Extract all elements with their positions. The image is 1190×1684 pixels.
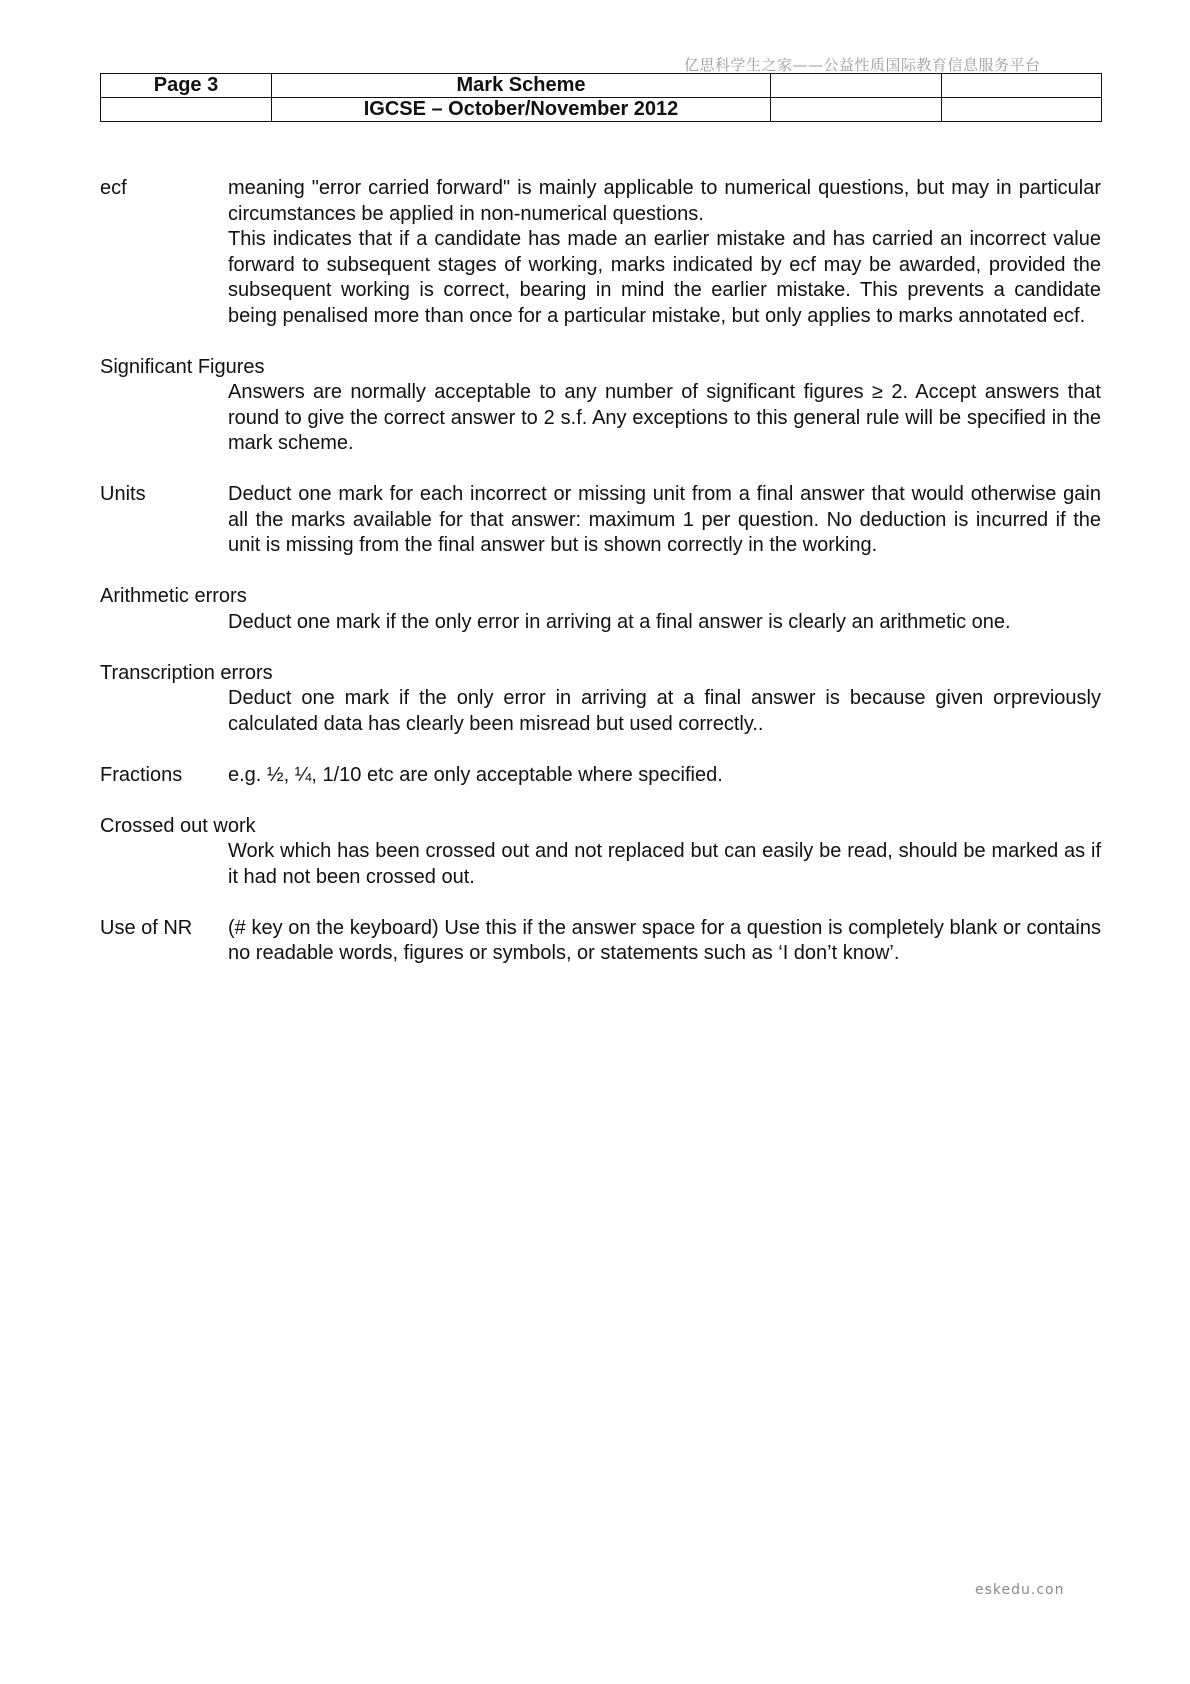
header-row-2 xyxy=(101,98,1102,122)
watermark-bottom: eskedu.con xyxy=(975,1582,1065,1598)
entry-fractions xyxy=(100,763,1101,789)
term-label: Units xyxy=(100,483,146,505)
document-title: Mark Scheme xyxy=(272,74,771,98)
term-label: Crossed out work xyxy=(100,814,256,837)
entry-arithmetic-errors xyxy=(100,584,1101,635)
definition: Deduct one mark if the only error in arriving at a final answer is clearly an arithmetic one. xyxy=(228,610,1011,633)
header-row-1 xyxy=(101,74,1102,98)
definition: Deduct one mark for each incorrect or missing unit from a final answer that would otherwise gain all the marks available for that answer: maximum 1 per question. No deduction is incurred if the unit is missing from the final answer but is shown correctly in the working. xyxy=(228,483,1101,556)
entry-crossed-out-work xyxy=(100,814,1101,891)
document-subtitle: IGCSE – October/November 2012 xyxy=(272,98,771,122)
header-empty-cell xyxy=(771,74,942,98)
entry-use-of-nr xyxy=(100,916,1101,967)
entry-ecf xyxy=(100,176,1101,329)
watermark-top: 亿思科学生之家——公益性质国际教育信息服务平台 xyxy=(684,56,1041,74)
definition: Answers are normally acceptable to any number of significant figures ≥ 2. Accept answers that round to give the correct answer to 2 s.f. Any exceptions to this general rule will be specified in the mark scheme. xyxy=(228,381,1101,454)
header-empty-cell xyxy=(942,74,1102,98)
entry-transcription-errors xyxy=(100,661,1101,738)
term-label: Fractions xyxy=(100,763,183,786)
term-label: Transcription errors xyxy=(100,661,273,684)
header-table xyxy=(100,73,1102,122)
definition: Deduct one mark if the only error in arriving at a final answer is because given orpreviously calculated data has clearly been misread but used correctly.. xyxy=(228,687,1101,735)
definition-paragraph: This indicates that if a candidate has made an earlier mistake and has carried an incorrect value forward to subsequent stages of working, marks indicated by ecf may be awarded, provided the subsequent working is correct, bearing in mind the earlier mistake. This prevents a candidate being penalised more than once for a particular mistake, but only applies to marks annotated ecf. xyxy=(228,228,1101,327)
term-label: Arithmetic errors xyxy=(100,585,247,607)
definition: Work which has been crossed out and not replaced but can easily be read, should be marked as if it had not been crossed out. xyxy=(228,840,1101,888)
definition-paragraph: meaning "error carried forward" is mainly applicable to numerical questions, but may in particular circumstances be applied in non-numerical questions. xyxy=(228,177,1101,225)
entry-units xyxy=(100,482,1101,559)
header-empty-cell xyxy=(942,98,1102,122)
definition: e.g. ½, ¼, 1/10 etc are only acceptable where specified. xyxy=(228,763,723,786)
entry-significant-figures xyxy=(100,355,1101,457)
page-number: Page 3 xyxy=(101,74,272,98)
term-label: Use of NR xyxy=(100,916,193,939)
term-label: Significant Figures xyxy=(100,355,265,378)
definition xyxy=(228,176,1101,329)
definition: (# key on the keyboard) Use this if the answer space for a question is completely blank or contains no readable words, figures or symbols, or statements such as ‘I don’t know’. xyxy=(228,916,1101,964)
header-empty-cell xyxy=(101,98,272,122)
mark-scheme-notes xyxy=(100,176,1101,992)
header-empty-cell xyxy=(771,98,942,122)
term-label: ecf xyxy=(100,177,127,199)
